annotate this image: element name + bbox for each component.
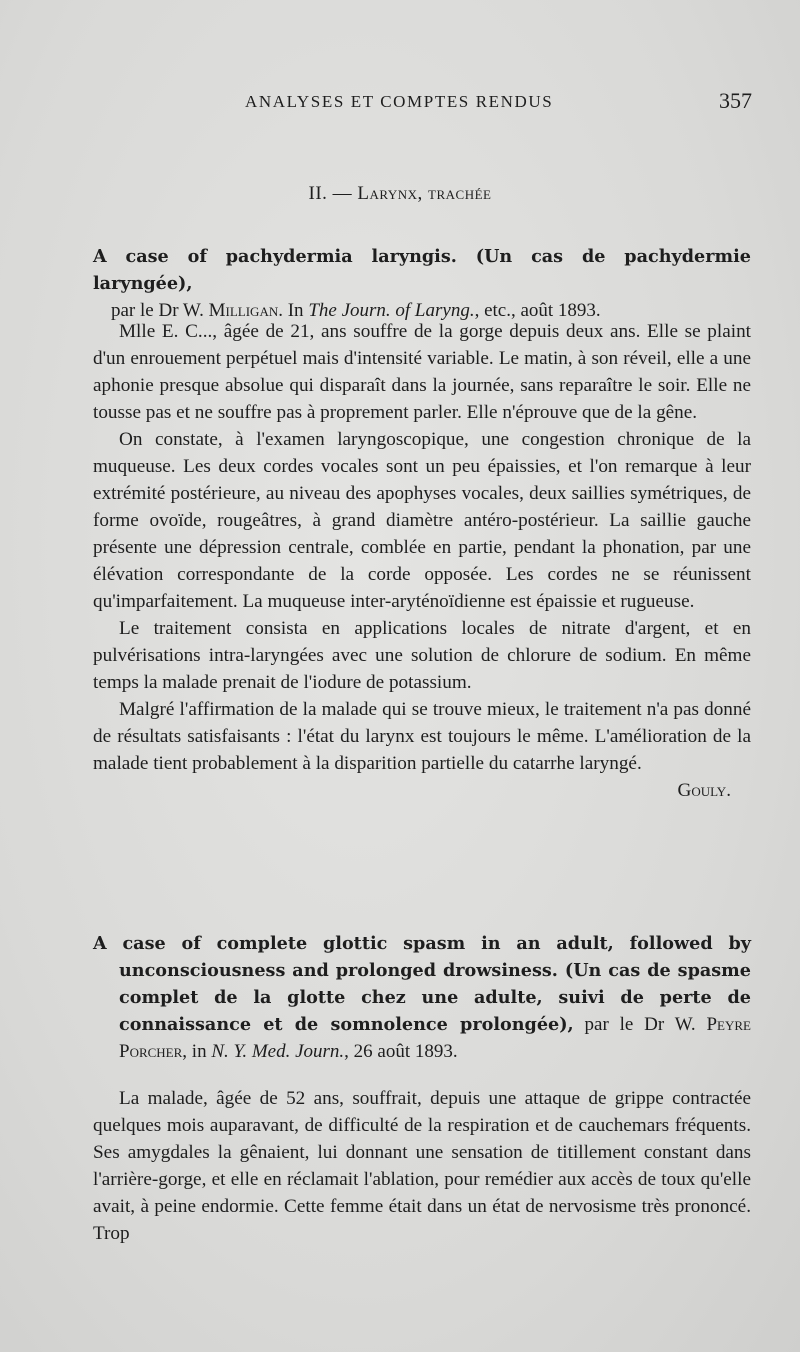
running-title: ANALYSES ET COMPTES RENDUS	[245, 92, 554, 111]
citation-date: , 26 août 1893.	[344, 1041, 458, 1062]
citation-prefix: par le Dr W.	[573, 1014, 707, 1035]
page-number: 357	[719, 88, 752, 113]
citation-prefix: par le Dr W.	[111, 300, 209, 321]
citation-journal: N. Y. Med. Journ.	[211, 1041, 345, 1062]
citation-journal: The Journ. of Laryng.	[308, 300, 475, 321]
section-heading	[0, 183, 800, 205]
citation-mid: , in	[182, 1041, 212, 1062]
page-header	[90, 88, 752, 118]
citation-mid: . In	[278, 300, 309, 321]
article-2-heading	[93, 930, 751, 1065]
citation-author: Peyre Porcher	[119, 1014, 751, 1062]
paragraph: Le traitement consista en applications locales de nitrate d'argent, et en pulvérisations intra-laryngées avec une solution de chlorure de sodium. En même temps la malade prenait de l'iodure de potassium.	[93, 618, 751, 693]
article-2-body	[93, 1085, 751, 1247]
section-numeral: II. —	[308, 183, 353, 204]
signature-line	[93, 777, 751, 804]
paragraph: On constate, à l'examen laryngoscopique, une congestion chronique de la muqueuse. Les deux cordes vocales sont un peu épaissies, et l'on remarque à leur extrémité postérieure, au niveau des apophyses vocales, deux saillies symétriques, de forme ovoïde, rougeâtres, à grand diamètre antéro-postérieur. La saillie gauche présente une dépression centrale, comblée en partie, pendant la phonation, par une élévation correspondante de la corde opposée. Les cordes ne se réunissent qu'imparfaitement. La muqueuse inter-aryténoïdienne est épaissie et rugueuse.	[93, 429, 751, 612]
article-1-title: A case of pachydermia laryngis. (Un cas de pachydermie laryngée),	[93, 246, 751, 294]
citation-author: Milligan	[208, 300, 279, 321]
article-2-title: A case of complete glottic spasm in an adult, followed by unconsciousness and prolonged drowsiness. (Un cas de spasme complet de la glotte chez une adulte, suivi de perte de connaissance et de somnolence prolongée),	[93, 933, 751, 1035]
paragraph: La malade, âgée de 52 ans, souffrait, depuis une attaque de grippe contractée quelques mois auparavant, de difficulté de la respiration et de cauchemars fréquents. Ses amygdales la gênaient, lui donnant une sensation de titillement constant dans l'arrière-gorge, et elle en réclamait l'ablation, pour remédier aux accès de toux qu'elle avait, à peine endormie. Cette femme était dans un état de nervosisme très prononcé. Trop	[93, 1088, 751, 1244]
citation-date: , etc., août 1893.	[474, 300, 601, 321]
article-1-body	[93, 318, 751, 804]
signature: Gouly.	[677, 780, 731, 801]
paragraph: Mlle E. C..., âgée de 21, ans souffre de la gorge depuis deux ans. Elle se plaint d'un enrouement perpétuel mais d'intensité variable. Le matin, à son réveil, elle a une aphonie presque absolue qui disparaît dans la journée, sans reparaître le soir. Elle ne tousse pas et ne souffre pas à proprement parler. Elle n'éprouve que de la gêne.	[93, 321, 751, 423]
article-2	[93, 930, 751, 1065]
paragraph: Malgré l'affirmation de la malade qui se trouve mieux, le traitement n'a pas donné de résultats satisfaisants : l'état du larynx est toujours le même. L'amélioration de la malade tient probablement à la disparition partielle du catarrhe laryngé.	[93, 699, 751, 774]
section-title: Larynx, trachée	[357, 183, 492, 204]
article-1	[93, 243, 751, 324]
